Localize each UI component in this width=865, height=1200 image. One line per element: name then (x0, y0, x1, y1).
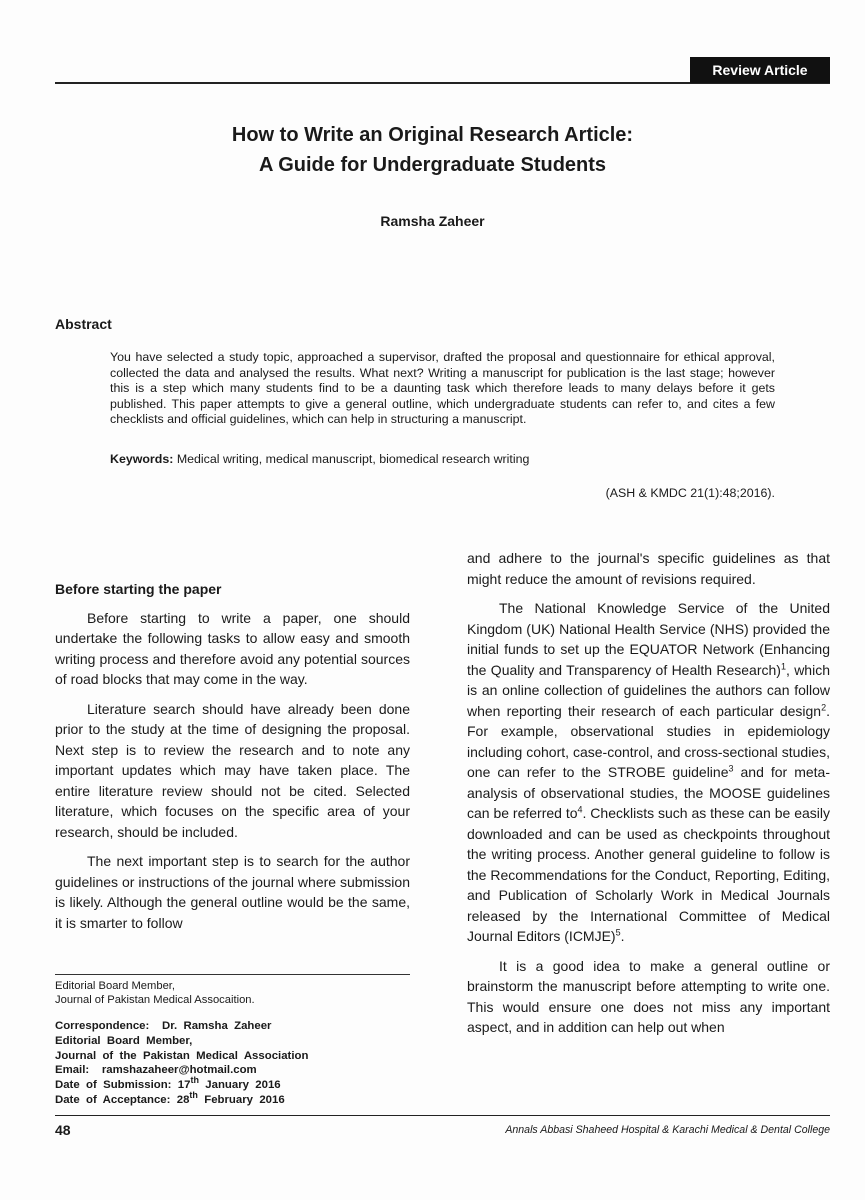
left-paragraph-1: Before starting to write a paper, one should undertake the following tasks to allow easy and smooth writing process and therefore avoid any potential sources of road blocks that may come in the way. (55, 609, 410, 687)
left-paragraph-2: Literature search should have already been done prior to the study at the time of designing the proposal. Next step is to review the research and to note any important updates which may have taken place. The entire literature review should not be cited. Selected literature, which focuses on the specific area of your research, should be included. (55, 700, 410, 840)
correspondence-line: Journal of the Pakistan Medical Association (55, 1049, 309, 1062)
acceptance-date (55, 1090, 415, 1108)
text-run: , which is an online collection of guidelines the authors can follow when reporting their research of each particular design (467, 661, 830, 719)
article-title (0, 120, 865, 180)
right-paragraph-2 (467, 598, 830, 947)
title-line-1: How to Write an Original Research Article: (231, 124, 634, 146)
abstract-body: You have selected a study topic, approached a supervisor, drafted the proposal and questionnaire for ethical approval, collected the data and analysed the results. What next? Writing a manuscript for publication is the last stage; however this is a step which many students find to be a daunting task which therefore leads to many delays before it gets published. This paper attempts to give a general outline, which undergraduate students can refer to, and cites a few checklists and official guidelines, which can help in structuring a manuscript. (110, 350, 775, 426)
submission-date (55, 1075, 415, 1093)
reference-5: 5 (615, 927, 621, 938)
right-column (467, 548, 830, 1047)
text-run: The National Knowledge Service of the United Kingdom (UK) National Health Service (NHS) provided the initial funds to set up the EQUATOR Network (Enhancing the Quality and Transparency of Health Research) (467, 600, 830, 678)
text-run: January 2016 (198, 1079, 281, 1092)
article-type-tag: Review Article (690, 57, 830, 83)
text-run: . Checklists such as these can be easily downloaded and can be used as checkpoints throughout the writing process. Another general guideline to follow is the Recommendations for the Conduct, Reporting, Editing, and Publication of Scholarly Work in Medical Journals released by the International Committee of Medical Journal Editors (ICMJE) (467, 805, 830, 944)
text-run: . (620, 928, 625, 944)
bottom-rule (55, 1115, 830, 1116)
reference-1: 1 (780, 660, 786, 671)
keywords (110, 452, 775, 468)
text-run: February 2016 (197, 1093, 285, 1106)
keywords-label: Keywords: (110, 452, 174, 466)
text-run: and for meta-analysis of observational studies, the MOOSE guidelines can be referred to (467, 764, 830, 821)
right-paragraph-1: and adhere to the journal's specific guidelines as that might reduce the amount of revisions required. (467, 550, 830, 587)
reference-3: 3 (728, 763, 734, 774)
section-heading: Before starting the paper (55, 581, 222, 597)
abstract-heading: Abstract (55, 316, 112, 332)
correspondence-email: Email: ramshazaheer@hotmail.com (55, 1064, 257, 1077)
reference-4: 4 (577, 804, 583, 815)
affiliation-footnote (55, 979, 415, 1007)
text-run: . For example, observational studies in epidemiology including cohort, case-control, and cross-sectional studies, one can refer to the STROBE guideline (467, 702, 830, 780)
ordinal-suffix: th (189, 1090, 198, 1101)
page-number: 48 (55, 1122, 71, 1138)
left-column (55, 548, 410, 942)
footnote-rule (55, 974, 410, 975)
title-line-2: A Guide for Undergraduate Students (258, 154, 607, 176)
text-run: Date of Acceptance: 28 (55, 1093, 190, 1106)
left-paragraph-3: The next important step is to search for the author guidelines or instructions of the journal where submission is likely. Although the general outline would be the same, it is smarter to follow (55, 853, 410, 931)
author-name: Ramsha Zaheer (380, 213, 485, 229)
correspondence-block (55, 1019, 415, 1108)
keywords-text: Medical writing, medical manuscript, biomedical research writing (176, 452, 530, 466)
text-run: Date of Submission: 17 (55, 1079, 191, 1092)
journal-name: Annals Abbasi Shaheed Hospital & Karachi Medical & Dental College (505, 1124, 830, 1136)
footnote-line-1: Editorial Board Member, (55, 980, 176, 992)
citation: (ASH & KMDC 21(1):48;2016). (605, 486, 775, 500)
ordinal-suffix: th (190, 1075, 199, 1086)
correspondence-line: Correspondence: Dr. Ramsha Zaheer (55, 1020, 272, 1032)
right-paragraph-3: It is a good idea to make a general outline or brainstorm the manuscript before attempting to write one. This would ensure one does not miss any important aspect, and in addition can help out when (467, 957, 830, 1035)
reference-2: 2 (821, 701, 827, 712)
correspondence-line: Editorial Board Member, (55, 1034, 193, 1047)
footnote-line-2: Journal of Pakistan Medical Assocaition. (55, 994, 255, 1006)
